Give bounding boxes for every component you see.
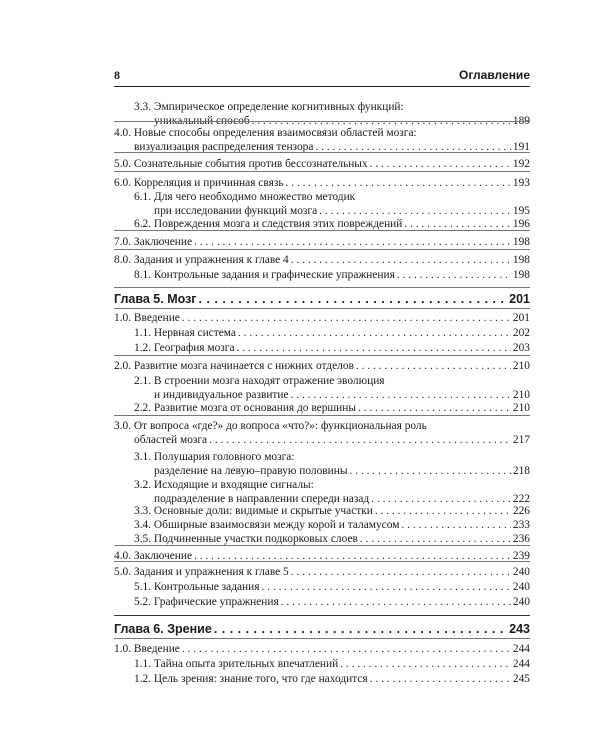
toc-entry-title: 5.1. Контрольные задания [134, 581, 260, 593]
section-divider [114, 308, 530, 309]
toc-page-number: 233 [512, 519, 530, 531]
toc-entry-title: подразделение в направлении спереди назад [154, 492, 370, 505]
dot-leader [214, 623, 507, 636]
toc-page-number: 226 [512, 505, 530, 517]
toc-page-number: 245 [512, 673, 530, 685]
toc-page-number: 196 [512, 218, 530, 230]
section-divider [114, 415, 530, 416]
toc-page-number: 244 [512, 658, 530, 670]
toc-line [114, 293, 530, 306]
toc-page-number: 189 [512, 114, 530, 127]
toc-entry-title: 2.0. Развитие мозга начинается с нижних отделов [114, 360, 354, 372]
dot-leader [371, 493, 511, 506]
dot-leader [182, 643, 511, 656]
dot-leader [238, 327, 511, 340]
section-divider [114, 121, 530, 122]
toc-line [114, 177, 530, 190]
dot-leader [319, 205, 511, 218]
toc-line [114, 191, 530, 204]
toc-entry-title: 5.0. Сознательные события против бессознательных [114, 158, 368, 170]
toc-line [114, 236, 530, 249]
toc-page-number: 201 [512, 312, 530, 324]
toc-entry-title: и индивидуальное развитие [154, 388, 289, 401]
toc-entry-title: 1.1. Нервная система [134, 327, 236, 339]
toc-page-number: 210 [512, 360, 530, 372]
toc-entry-title: 5.0. Задания и упражнения к главе 5 [114, 566, 289, 578]
toc-entry-title: 6.1. Для чего необходимо множество методик [134, 191, 356, 203]
dot-leader [199, 293, 508, 306]
toc-page-number: 193 [512, 177, 530, 189]
toc-line [114, 158, 530, 171]
toc-line [114, 101, 530, 114]
toc-page-number: 236 [512, 533, 530, 545]
toc-line [114, 643, 530, 656]
dot-leader [356, 360, 511, 373]
toc-entry-title: 3.5. Подчиненные участки подкорковых слоев [134, 533, 358, 545]
toc-page-number: 198 [512, 269, 530, 281]
section-divider [114, 545, 530, 546]
toc-entry-title: 1.0. Введение [114, 643, 180, 655]
page-number: 8 [114, 68, 120, 82]
section-divider [114, 355, 530, 356]
dot-leader [370, 158, 511, 171]
running-title: Оглавление [459, 68, 530, 82]
toc-page-number: 244 [512, 643, 530, 655]
toc-line [114, 623, 530, 636]
dot-leader [291, 389, 511, 402]
toc-line [114, 451, 530, 464]
toc-entry-title: 3.3. Эмпирическое определение когнитивных функций: [134, 101, 404, 113]
toc-line [114, 254, 530, 267]
dot-leader [401, 519, 510, 532]
toc-page-number: 192 [512, 158, 530, 170]
toc-page-number: 240 [512, 581, 530, 593]
section-divider [114, 152, 530, 153]
dot-leader [261, 581, 510, 594]
toc-line [114, 205, 530, 218]
toc-entry-title: 8.1. Контрольные задания и графические упражнения [134, 269, 395, 281]
toc-line [114, 434, 530, 447]
toc-line [114, 312, 530, 325]
toc-entry-title: 8.0. Задания и упражнения к главе 4 [114, 254, 289, 266]
toc-entry-title: уникальный способ [154, 114, 250, 127]
section-divider [114, 561, 530, 562]
toc-line [114, 327, 530, 340]
toc-line [114, 479, 530, 492]
toc-line [114, 389, 530, 402]
toc-entry-title: Глава 6. Зрение [114, 622, 212, 636]
dot-leader [375, 505, 511, 518]
toc-entry-title: при исследовании функций мозга [154, 204, 318, 217]
toc-page-number: 195 [512, 204, 530, 217]
toc-entry-title: 6.2. Повреждения мозга и следствия этих повреждений [134, 218, 403, 230]
section-divider [114, 638, 530, 639]
toc-page-number: 217 [512, 433, 530, 446]
toc-entry-title: 3.3. Основные доли: видимые и скрытые участки [134, 505, 373, 517]
toc-line [114, 658, 530, 671]
section-divider [114, 171, 530, 172]
toc-entry-title: Глава 5. Мозг [114, 292, 197, 306]
toc-line [114, 465, 530, 478]
toc-entry-title: 4.0. Заключение [114, 550, 193, 562]
toc-page-number: 243 [509, 622, 530, 636]
toc-page-number: 240 [512, 596, 530, 608]
toc-entry-title: 6.0. Корреляция и причинная связь [114, 177, 284, 189]
dot-leader [291, 254, 511, 267]
section-divider [114, 249, 530, 250]
toc-line [114, 360, 530, 373]
toc-entry-title: 3.2. Исходящие и входящие сигналы: [134, 479, 314, 491]
toc-page-number: 240 [512, 566, 530, 578]
toc-entry-title: областей мозга [134, 433, 208, 446]
toc-entry-title: 4.0. Новые способы определения взаимосвязи областей мозга: [114, 127, 417, 139]
toc-entry-title: 1.1. Тайна опыта зрительных впечатлений [134, 658, 339, 670]
dot-leader [281, 596, 511, 609]
toc-entry-title: визуализация распределения тензора [134, 140, 314, 153]
toc-line [114, 402, 530, 415]
dot-leader [370, 673, 511, 686]
toc-entry-title: разделение на левую–правую половины [154, 464, 348, 477]
toc-entry-title: 3.1. Полушария головного мозга: [134, 451, 295, 463]
dot-leader [358, 402, 511, 415]
dot-leader [194, 236, 511, 249]
toc-entry-title: 1.2. Цель зрения: знание того, что где находится [134, 673, 368, 685]
toc-page-number: 222 [512, 492, 530, 505]
toc-entry-title: 3.0. От вопроса «где?» до вопроса «что?»: функциональная роль [114, 420, 427, 432]
dot-leader [182, 312, 511, 325]
toc-entry-title: 1.2. География мозга [134, 342, 235, 354]
toc-entry-title: 1.0. Введение [114, 312, 180, 324]
toc-line [114, 375, 530, 388]
table-of-contents [114, 0, 530, 750]
toc-entry-title: 7.0. Заключение [114, 236, 193, 248]
toc-page-number: 239 [512, 550, 530, 562]
dot-leader [237, 342, 511, 355]
toc-page-number: 198 [512, 254, 530, 266]
toc-line [114, 673, 530, 686]
toc-line [114, 596, 530, 609]
toc-line [114, 127, 530, 140]
toc-line [114, 581, 530, 594]
dot-leader [397, 269, 511, 282]
toc-line [114, 420, 530, 433]
toc-entry-title: 2.1. В строении мозга находят отражение эволюция [134, 375, 385, 387]
section-divider [114, 287, 530, 288]
toc-line [114, 505, 530, 518]
toc-page-number: 210 [512, 388, 530, 401]
section-divider [114, 615, 530, 616]
toc-entry-title: 3.4. Обширные взаимосвязи между корой и таламусом [134, 519, 400, 531]
dot-leader [340, 658, 511, 671]
section-divider [114, 230, 530, 231]
toc-page-number: 201 [509, 292, 530, 306]
toc-page-number: 198 [512, 236, 530, 248]
toc-page-number: 218 [512, 464, 530, 477]
toc-line [114, 519, 530, 532]
dot-leader [350, 465, 511, 478]
toc-entry-title: 2.2. Развитие мозга от основания до вершины [134, 402, 357, 414]
dot-leader [209, 434, 511, 447]
toc-entry-title: 5.2. Графические упражнения [134, 596, 279, 608]
toc-line [114, 269, 530, 282]
toc-page-number: 210 [512, 402, 530, 414]
toc-line [114, 566, 530, 579]
toc-page-number: 203 [512, 342, 530, 354]
toc-page-number: 202 [512, 327, 530, 339]
toc-page-number: 191 [512, 140, 530, 153]
dot-leader [291, 566, 511, 579]
dot-leader [286, 177, 511, 190]
toc-line [114, 342, 530, 355]
toc-line [114, 493, 530, 506]
